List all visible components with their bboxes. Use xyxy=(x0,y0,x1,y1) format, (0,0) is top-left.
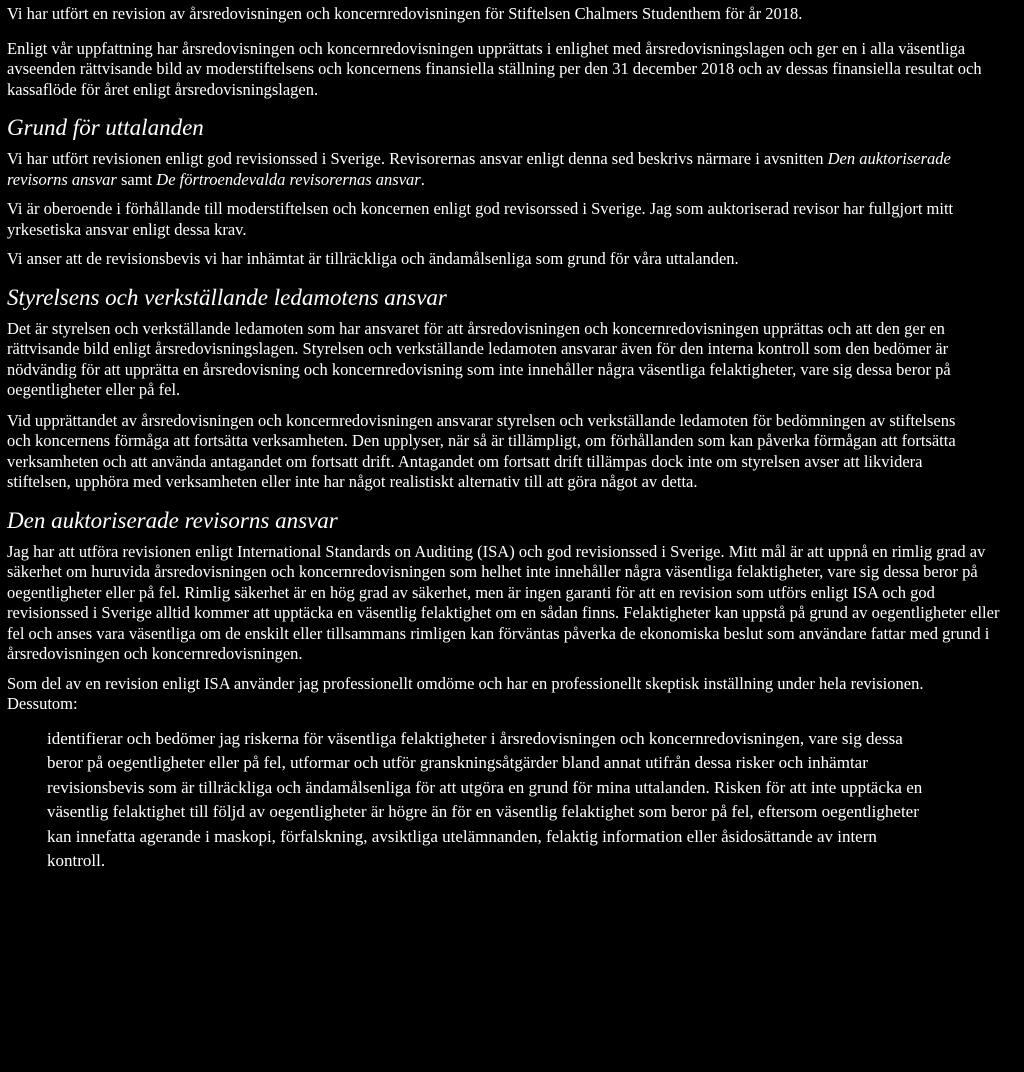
reference-revisor-section: Den auktoriserade revisorns ansvar xyxy=(7,149,951,189)
intro-paragraph-2: Enligt vår uppfattning har årsredovisningen och koncernredovisningen upprättats i enlighet med årsredovisningslagen och ger en i alla väsentliga avseenden rättvisande bild av moderstiftelsens och koncernens finansiella ställning per den 31 december 2018 och av dessas finansiella resultat och kassaflöde för året enligt årsredovisningslagen. xyxy=(7,38,982,99)
grund-paragraph-1 xyxy=(7,149,1012,190)
intro-paragraph-1: Vi har utfört en revision av årsredovisningen och koncernredovisningen för Stiftelsen Chalmers Studenthem för år 2018. xyxy=(7,4,803,23)
revisor-bullet-1: identifierar och bedömer jag riskerna för väsentliga felaktigheter i årsredovisningen och koncernredovisningen, vare sig dessa beror på oegentligheter eller på fel, utformar och utför granskningsåtgärder bland annat utifrån dessa risker och inhämtar revisionsbevis som är tillräckliga och ändamålsenliga för att utgöra en grund för mina uttalanden. Risken för att inte upptäcka en väsentlig felaktighet till följd av oegentligheter är högre än för en väsentlig felaktighet som beror på fel, eftersom oegentligheter kan innefatta agerande i maskopi, förfalskning, avsiktliga utelämnanden, felaktig information eller åsidosättande av intern kontroll. xyxy=(47,728,923,871)
section-heading-grund: Grund för uttalanden xyxy=(7,115,204,140)
grund-paragraph-1-text: Vi har utfört revisionen enligt god revisionssed i Sverige. Revisorernas ansvar enligt denna sed beskrivs närmare i avsnitten xyxy=(7,149,828,168)
grund-paragraph-1-joiner: samt xyxy=(116,169,157,189)
reference-fortroendevalda-section: De förtroendevalda revisorernas ansvar xyxy=(156,169,421,189)
section-heading-styrelsen: Styrelsens och verkställande ledamotens ansvar xyxy=(7,284,447,310)
audit-report-page xyxy=(7,4,1019,874)
section-heading-revisor: Den auktoriserade revisorns ansvar xyxy=(7,507,338,533)
grund-paragraph-3: Vi anser att de revisionsbevis vi har inhämtat är tillräckliga och ändamålsenliga som grund för våra uttalanden. xyxy=(7,249,739,268)
styrelsen-paragraph-1: Det är styrelsen och verkställande ledamoten som har ansvaret för att årsredovisningen och koncernredovisningen upprättas och att den ger en rättvisande bild enligt årsredovisningslagen. Styrelsen och verkställande ledamoten ansvarar även för den interna kontroll som den bedömer är nödvändig för att upprätta en årsredovisning och koncernredovisning som inte innehåller några väsentliga felaktigheter, vare sig dessa beror på oegentligheter eller på fel. xyxy=(7,318,951,399)
grund-paragraph-1-end: . xyxy=(420,169,425,189)
revisor-paragraph-2: Som del av en revision enligt ISA använder jag professionellt omdöme och har en professionellt skeptisk inställning under hela revisionen. Dessutom: xyxy=(7,673,924,713)
styrelsen-paragraph-2: Vid upprättandet av årsredovisningen och koncernredovisningen ansvarar styrelsen och verkställande ledamoten för bedömningen av stiftelsens och koncernens förmåga att fortsätta verksamheten. Den upplyser, när så är tillämpligt, om förhållanden som kan påverka förmågan att fortsätta verksamheten och att använda antagandet om fortsatt drift. Antagandet om fortsatt drift tillämpas dock inte om styrelsen avser att likvidera stiftelsen, upphöra med verksamheten eller inte har något realistiskt alternativ till att göra något av detta. xyxy=(7,410,956,491)
grund-paragraph-2: Vi är oberoende i förhållande till moderstiftelsen och koncernen enligt god revisorssed i Sverige. Jag som auktoriserad revisor har fullgjort mitt yrkesetiska ansvar enligt dessa krav. xyxy=(7,199,954,239)
revisor-paragraph-1: Jag har att utföra revisionen enligt International Standards on Auditing (ISA) och god revisionssed i Sverige. Mitt mål är att uppnå en rimlig grad av säkerhet om huruvida årsredovisningen och koncernredovisningen som helhet inte innehåller några väsentliga felaktigheter, vare sig dessa beror på oegentligheter eller på fel. Rimlig säkerhet är en hög grad av säkerhet, men är ingen garanti för att en revision som utförs enligt ISA och god revisionssed i Sverige alltid kommer att upptäcka en väsentlig felaktighet om en sådan finns. Felaktigheter kan uppstå på grund av oegentligheter eller fel och anses vara väsentliga om de enskilt eller tillsammans rimligen kan förväntas påverka de ekonomiska beslut som användare fattar med grund i årsredovisningen och koncernredovisningen. xyxy=(7,541,1000,663)
